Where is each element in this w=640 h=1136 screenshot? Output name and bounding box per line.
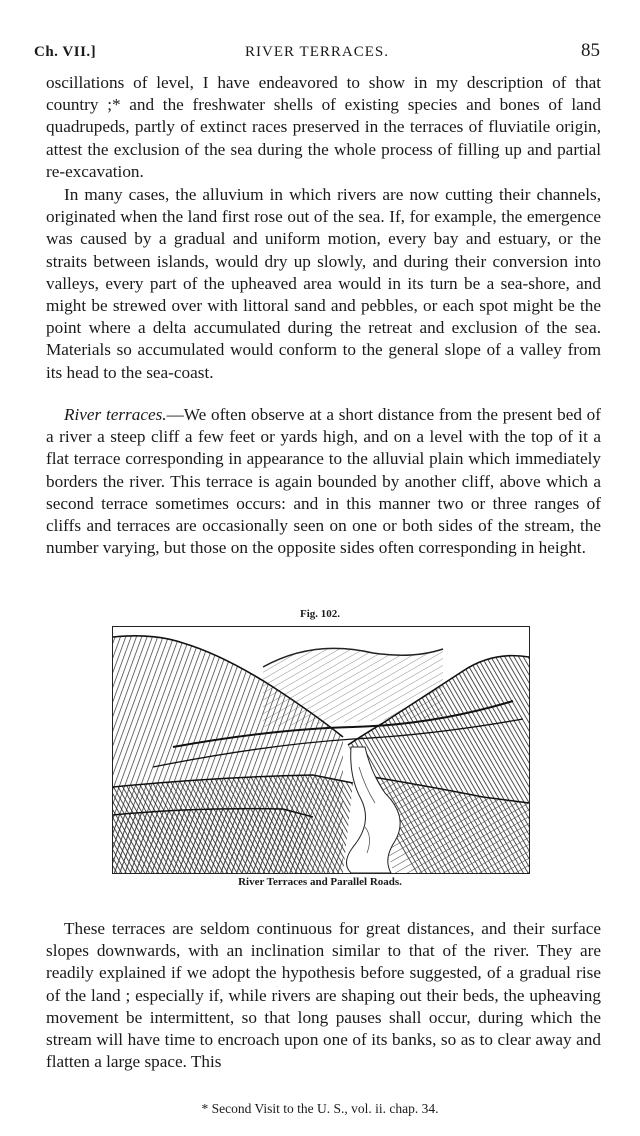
section-heading: River terraces. [64, 405, 167, 424]
page-number: 85 [581, 40, 600, 61]
figure-caption: River Terraces and Parallel Roads. [238, 876, 402, 888]
paragraph-2 [46, 184, 601, 384]
paragraph-2-text: In many cases, the alluvium in which rivers are now cutting their channels, originated when the land first rose out of the sea. If, for example, the emergence was caused by a gradual and uniform motion, every bay and estuary, or the straits between islands, would dry up slowly, and during their conversion into valleys, every part of the upheaved area would in its turn be a sea-shore, and might be strewed over with littoral sand and pebbles, or each spot might be the point where a delta accumulated during the retreat and exclusion of the sea. Materials so accumulated would conform to the general slope of a valley from its head to the sea-coast. [46, 185, 601, 382]
footnote: * Second Visit to the U. S., vol. ii. chap. 34. [201, 1101, 439, 1116]
chapter-label: Ch. VII.] [34, 44, 97, 60]
running-title: RIVER TERRACES. [245, 44, 389, 60]
running-header [34, 40, 600, 68]
paragraph-4-text: These terraces are seldom continuous for great distances, and their surface slopes downwards, with an inclination similar to that of the river. They are readily explained if we adopt the hypothesis before suggested, of a gradual rise of the land ; especially if, while rivers are shaping out their beds, the upheaving movement be intermittent, so that long pauses shall occur, during which the stream will have time to encroach upon one of its banks, so as to clear away and flatten a large space. This [46, 919, 601, 1072]
paragraph-3-text: —We often observe at a short distance from the present bed of a river a steep cliff a few feet or yards high, and on a level with the top of it a flat terrace corresponding in appearance to the alluvial plain which immediately borders the river. This terrace is again bounded by another cliff, above which a second terrace sometimes occurs: and in this manner two or three ranges of cliffs and terraces are occasionally seen on one or both sides of the stream, the number varying, but those on the opposite sides often corresponding in height. [46, 405, 601, 558]
paragraph-3 [46, 404, 601, 559]
figure-number: Fig. 102. [299, 608, 341, 620]
paragraph-1-text: oscillations of level, I have endeavored to show in my description of that country ;* and the freshwater shells of existing species and bones of land quadrupeds, partly of extinct races preserved in the terraces of fluviatile origin, attest the exclusion of the sea during the whole process of filling up and partial re-excavation. [46, 73, 601, 181]
paragraph-4 [46, 918, 601, 1073]
figure-illustration [112, 626, 530, 874]
paragraph-1 [46, 72, 601, 183]
river-terraces-engraving [113, 627, 529, 873]
